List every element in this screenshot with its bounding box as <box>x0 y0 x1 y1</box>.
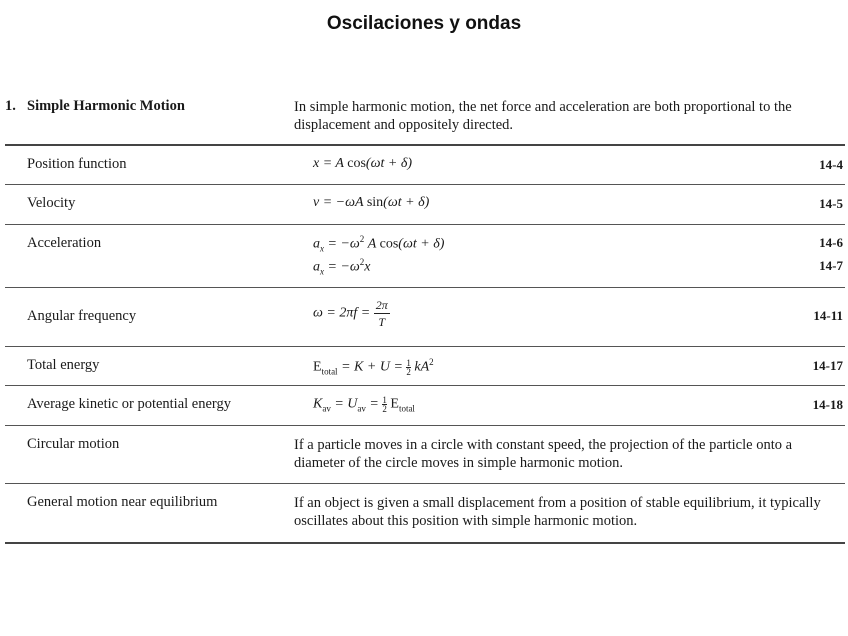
row-label: Position function <box>27 156 127 172</box>
table-row-acceleration <box>5 225 845 288</box>
equation-number: 14-11 <box>813 308 843 323</box>
row-label: Acceleration <box>27 235 102 251</box>
equation-number: 14-6 <box>819 235 843 250</box>
equation-number: 14-5 <box>819 196 843 211</box>
table-row-position <box>5 146 845 185</box>
row-label: Circular motion <box>27 436 120 452</box>
equation-number: 14-18 <box>812 397 843 412</box>
equation-number: 14-4 <box>819 157 843 172</box>
page-title: Oscilaciones y ondas <box>326 13 522 34</box>
equation-number: 14-7 <box>819 258 843 273</box>
section-description: In simple harmonic motion, the net force and acceleration are both proportional to the displacement and oppositely directed. <box>294 99 792 133</box>
section-header-row <box>5 92 845 146</box>
table-row-total-energy <box>5 347 845 386</box>
equation-number: 14-17 <box>812 358 843 373</box>
row-description: If a particle moves in a circle with constant speed, the projection of the particle onto a diameter of the circle moves in simple harmonic motion. <box>294 437 793 471</box>
formula-acceleration-1: $a_x = -\omega^2$ A cos(ωt + δ) <box>313 234 445 254</box>
row-label: Velocity <box>27 195 76 211</box>
row-label: Average kinetic or potential energy <box>27 396 231 412</box>
table-row-velocity <box>5 185 845 225</box>
table-row-circular-motion <box>5 426 845 484</box>
section-title: Simple Harmonic Motion <box>27 98 185 114</box>
row-label: Angular frequency <box>27 308 137 324</box>
formula-average-energy: $K_{av} = U_{av}$ = $\frac{1}{2} E_{total}$ <box>313 395 415 414</box>
table-row-average-energy <box>5 386 845 426</box>
section-number: 1. <box>5 98 16 114</box>
formula-total-energy: $E_{total} = K + U$ = $\frac{1}{2} kA^2$ <box>313 357 434 377</box>
formula-velocity: v = −ωA sin(ωt + δ) <box>313 195 430 210</box>
formula-acceleration-2: $a_x = -\omega^2x$ <box>313 257 371 277</box>
table-row-general-motion <box>5 484 845 544</box>
summary-table <box>5 92 845 544</box>
formula-angular-frequency: ω = 2πf = $\frac{2\pi}{T}$ <box>313 298 388 329</box>
row-label: Total energy <box>27 357 100 373</box>
row-label: General motion near equilibrium <box>27 494 218 510</box>
row-description: If an object is given a small displacement from a position of stable equilibrium, it typically oscillates about this position with simple harmonic motion. <box>294 495 821 529</box>
table-row-angular-frequency <box>5 288 845 347</box>
formula-position: x = A cos(ωt + δ) <box>313 156 412 171</box>
